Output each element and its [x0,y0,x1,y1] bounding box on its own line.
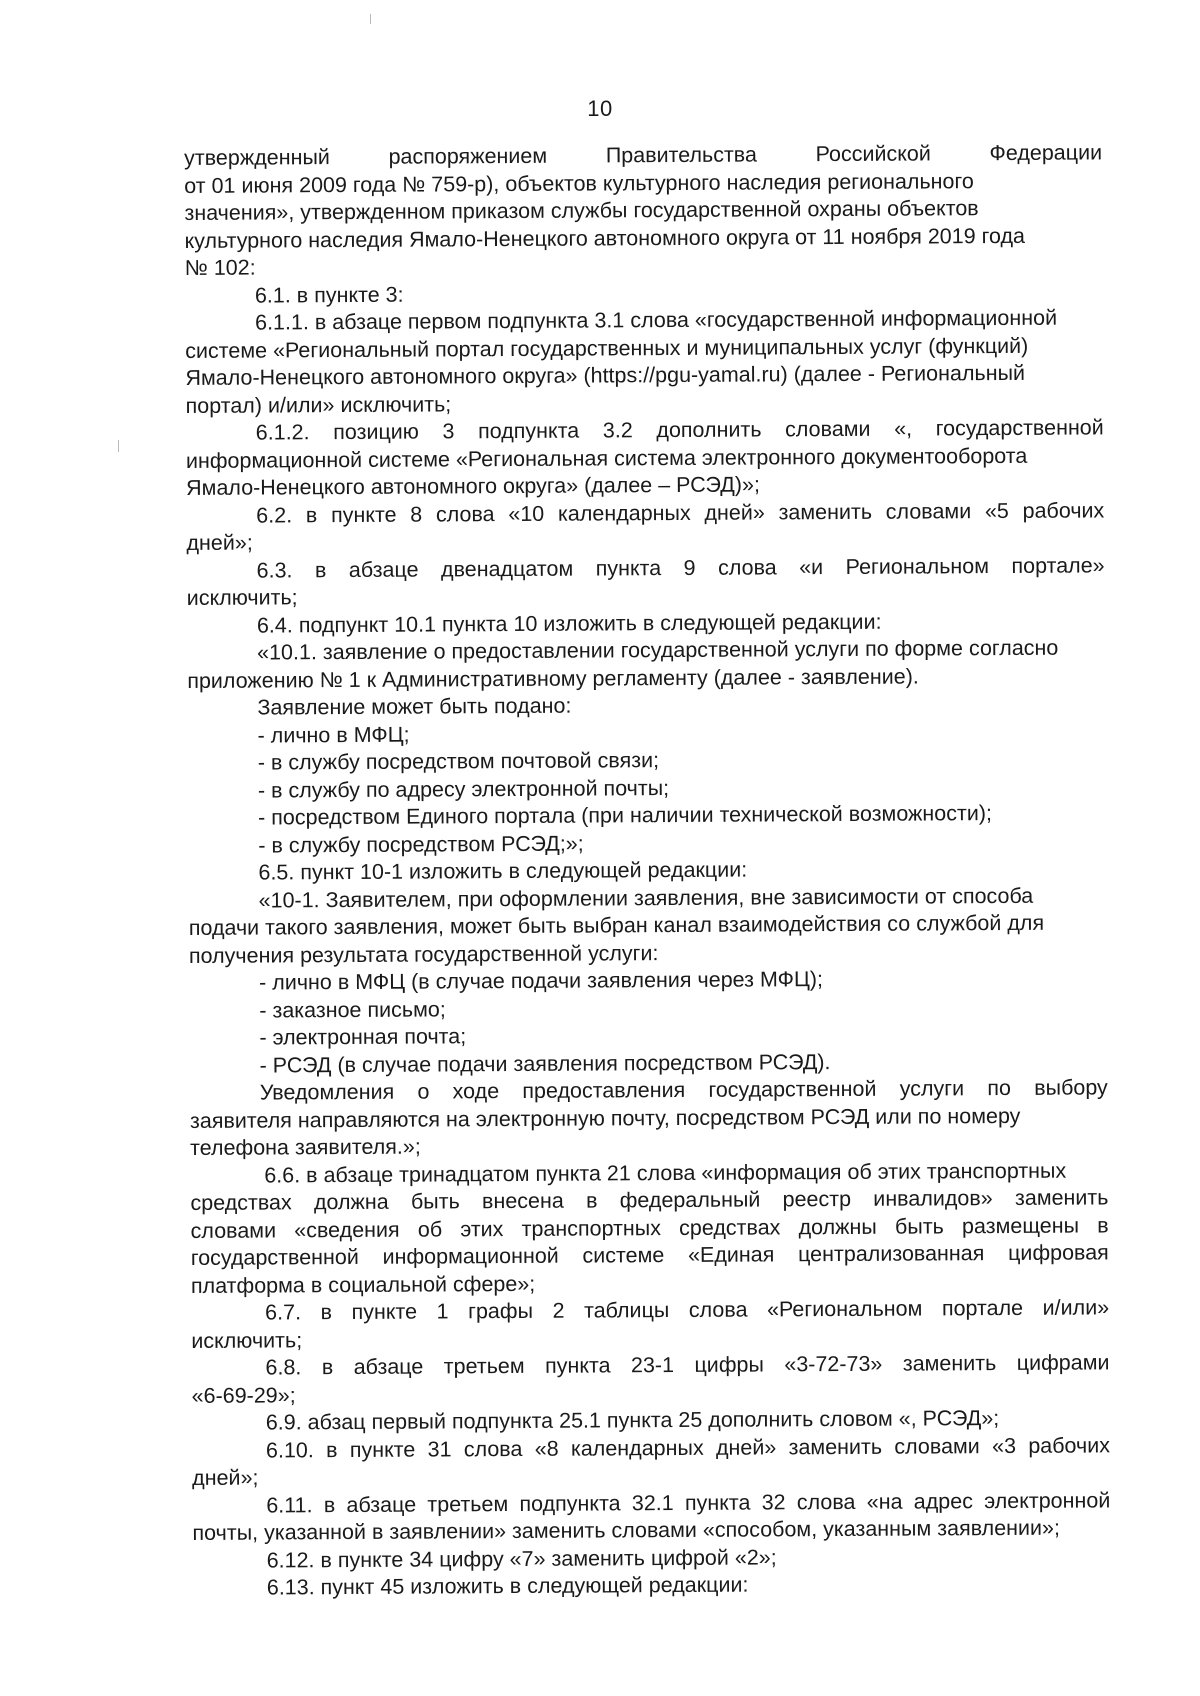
text-line: значения», утвержденном приказом службы государственной охраны объектов [184,196,979,225]
text-line: словами «сведения об этих транспортных средствах должны быть размещены в [190,1212,1109,1243]
text-line: 6.1.1. в абзаце первом подпункта 3.1 слова «государственной информационной [255,305,1058,335]
text-line: 6.8. в абзаце третьем пункта 23-1 цифры «3-72-73» заменить цифрами [265,1350,1110,1380]
text-line: Ямало-Ненецкого автономного округа» (https://pgu-yamal.ru) (далее - Региональный [185,360,1026,390]
text-line: - посредством Единого портала (при наличии технической возможности); [258,801,993,830]
text-line: портал) и/или» исключить; [185,391,452,418]
text-line: платформа в социальной сфере»; [190,1271,536,1298]
text-line: - электронная почта; [259,1024,467,1050]
text-line: средствах должна быть внесена в федеральный реестр инвалидов» заменить [190,1185,1109,1215]
text-line: 6.3. в абзаце двенадцатом пункта 9 слова «и Региональном портале» [256,552,1105,583]
text-line: 6.6. в абзаце тринадцатом пункта 21 слова «информация об этих транспортных [264,1158,1067,1188]
text-line: 6.10. в пункте 31 слова «8 календарных дней» заменить словами «3 рабочих [265,1432,1111,1463]
scan-artifact-top [370,14,371,24]
text-line: - заказное письмо; [259,996,446,1023]
text-line: 6.12. в пункте 34 цифру «7» заменить цифрой «2»; [266,1544,777,1573]
text-line: Уведомления о ходе предоставления государственной услуги по выбору [259,1075,1108,1105]
text-line: - в службу по адресу электронной почты; [257,775,670,803]
text-line: 6.5. пункт 10-1 изложить в следующей редакции: [258,857,748,885]
text-line: от 01 июня 2009 года № 759-р), объектов культурного наследия регионального [184,168,974,198]
text-line: исключить; [186,585,298,610]
text-line: «6-69-29»; [191,1382,296,1408]
text-line: подачи такого заявления, может быть выбран канал взаимодействия со службой для [188,910,1045,940]
text-line: культурного наследия Ямало-Ненецкого автономного округа от 11 ноября 2019 года [184,223,1026,253]
text-line: - лично в МФЦ (в случае подачи заявления через МФЦ); [259,967,824,995]
text-line: дней»; [192,1465,259,1490]
text-line: 6.13. пункт 45 изложить в следующей редакции: [266,1572,749,1600]
text-line: почты, указанной в заявлении» заменить словами «способом, указанным заявлении»; [192,1515,1061,1545]
text-line: «10-1. Заявителем, при оформлении заявления, вне зависимости от способа [258,883,1034,913]
text-line: № 102: [184,255,256,280]
text-line: 6.4. подпункт 10.1 пункта 10 изложить в следующей редакции: [256,609,882,638]
document-body [184,139,1111,1602]
text-line: Ямало-Ненецкого автономного округа» (далее – РСЭД)»; [186,472,760,500]
scan-artifact-left [118,440,119,452]
text-line: 6.11. в абзаце третьем подпункта 32.1 пункта 32 слова «на адрес электронной [266,1487,1111,1518]
page-number: 10 [587,96,613,121]
text-line: заявителя направляются на электронную почту, посредством РСЭД или по номеру [189,1103,1021,1133]
text-line: - в службу посредством РСЭД;»; [258,831,584,858]
text-line: системе «Региональный портал государственных и муниципальных услуг (функций) [185,333,1029,363]
text-line: «10.1. заявление о предоставлении государственной услуги по форме согласно [257,635,1059,665]
text-line: утвержденный распоряжением Правительства Российской Федерации [184,140,1103,170]
text-line: 6.7. в пункте 1 графы 2 таблицы слова «Региональном портале и/или» [265,1295,1110,1325]
text-line: - в службу посредством почтовой связи; [257,748,660,775]
text-line: - лично в МФЦ; [257,722,410,748]
text-line: 6.9. абзац первый подпункта 25.1 пункта 25 дополнить словом «, РСЭД»; [265,1406,1000,1435]
text-line: государственной информационной системе «Единая централизованная цифровая [190,1240,1109,1270]
text-line: 6.1. в пункте 3: [254,282,404,308]
text-line: получения результата государственной услуги: [188,940,659,968]
text-line: дней»; [186,530,253,555]
text-line: информационной системе «Региональная система электронного документооборота [185,443,1028,473]
text-line: телефона заявителя.»; [190,1134,421,1160]
text-line: - РСЭД (в случае подачи заявления посредством РСЭД). [259,1049,831,1078]
text-line: Заявление может быть подано: [257,693,572,720]
text-line: исключить; [191,1327,303,1353]
text-line: 6.1.2. позицию 3 подпункта 3.2 дополнить словами «, государственной [255,415,1104,445]
text-line: приложению № 1 к Административному регламенту (далее - заявление). [187,664,919,693]
text-line: 6.2. в пункте 8 слова «10 календарных дней» заменить словами «5 рабочих [256,497,1105,528]
